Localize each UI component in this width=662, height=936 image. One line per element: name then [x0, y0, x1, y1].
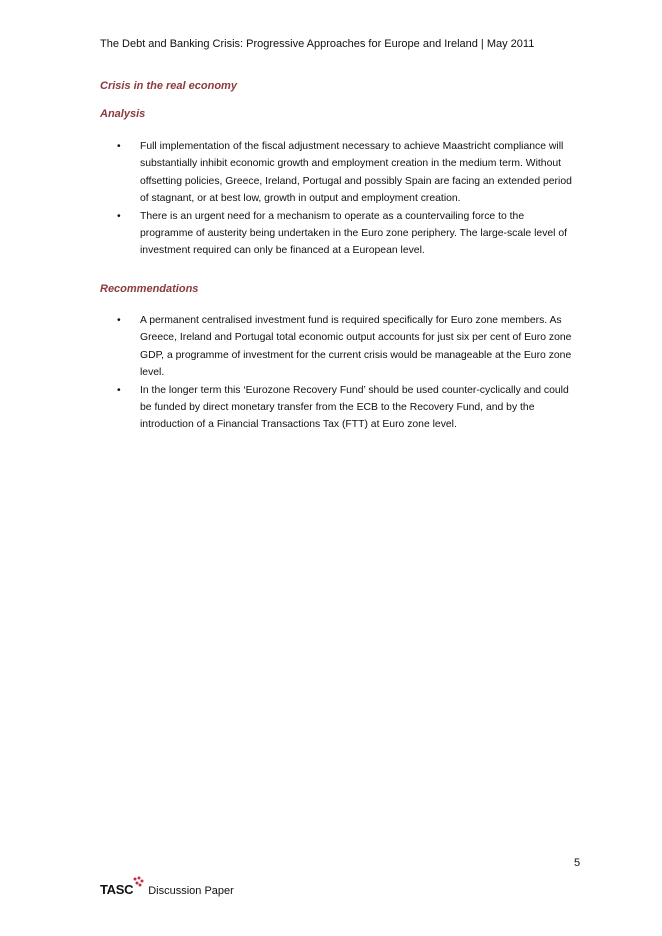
- footer-label: Discussion Paper: [148, 885, 234, 897]
- page-number: 5: [574, 857, 581, 869]
- bullet-icon: •: [117, 210, 121, 222]
- footer: [100, 876, 234, 897]
- bullet-icon: •: [117, 315, 121, 326]
- bullet-icon: •: [117, 384, 121, 396]
- analysis-list: [100, 138, 580, 260]
- running-header: The Debt and Banking Crisis: Progressive Approaches for Europe and Ireland | May 2011: [100, 38, 535, 50]
- analysis-heading: Analysis: [100, 108, 146, 120]
- bullet-icon: •: [117, 141, 121, 152]
- list-item-text: A permanent centralised investment fund is required specifically for Euro zone members. As Greece, Ireland and Portugal total economic output accounts for just six per cent of Euro zone GDP, a programme of investment for the current crisis would be manageable at the Euro zone level.: [140, 315, 572, 379]
- list-item-text: Full implementation of the fiscal adjustment necessary to achieve Maastricht compliance will substantially inhibit economic growth and employment creation in the medium term. Without offsetting policies, Greece, Ireland, Portugal and possibly Spain are facing an extended period of stagnant, or at best low, growth in output and employment creation.: [140, 141, 572, 205]
- list-item: [100, 138, 580, 208]
- list-item: [100, 382, 580, 434]
- tasc-logo: TASC: [100, 882, 134, 897]
- recommendations-heading: Recommendations: [100, 283, 199, 295]
- list-item: [100, 208, 580, 260]
- list-item-text: In the longer term this ‘Eurozone Recovery Fund’ should be used counter-cyclically and could be funded by direct monetary transfer from the ECB to the Recovery Fund, and by the introduction of a Financial Transactions Tax (FTT) at Euro zone level.: [140, 384, 569, 431]
- recommendations-list: [100, 312, 580, 434]
- section-title: Crisis in the real economy: [100, 80, 237, 92]
- list-item-text: There is an urgent need for a mechanism to operate as a countervailing force to the programme of austerity being undertaken in the Euro zone periphery. The large-scale level of investment required can only be financed at a European level.: [140, 210, 568, 257]
- list-item: [100, 312, 580, 382]
- logo-mark-icon: [132, 876, 144, 888]
